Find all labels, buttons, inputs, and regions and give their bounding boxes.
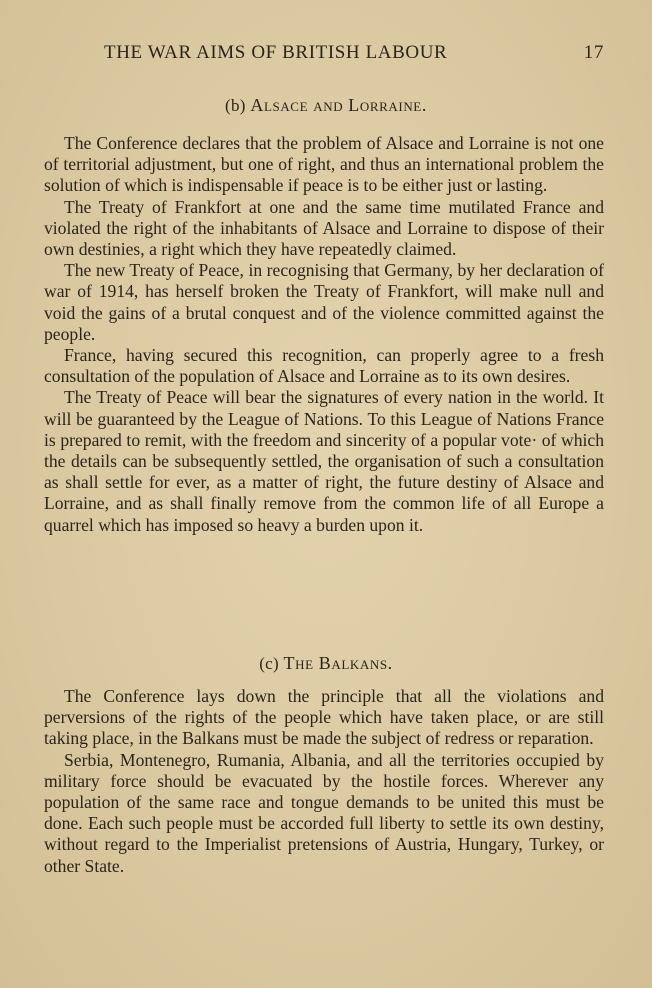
running-head	[104, 42, 604, 68]
paragraph: France, having secured this recognition, can properly agree to a fresh consultation of the population of Alsace and Lorraine as to its own desires.	[44, 345, 604, 387]
section-label: (c)	[259, 654, 279, 673]
paragraph: The Treaty of Peace will bear the signatures of every nation in the world. It will be guaranteed by the League of Nations. To this League of Nations France is prepared to remit, with the freedom and sincerity of a popular vote· of which the details can be subsequently settled, the organisation of such a consultation as shall settle for ever, as a matter of right, the future destiny of Alsace and Lorraine, and as shall finally remove from the common life of all Europe a quarrel which has imposed so heavy a burden upon it.	[44, 387, 604, 535]
section-body-balkans	[44, 686, 604, 877]
running-head-title: THE WAR AIMS OF BRITISH LABOUR	[104, 42, 448, 63]
section-body-alsace-lorraine	[44, 133, 604, 536]
paragraph: The new Treaty of Peace, in recognising that Germany, by her declaration of war of 1914, has herself broken the Treaty of Frankfort, will make null and void the gains of a brutal conquest and of the violence committed against the people.	[44, 260, 604, 344]
paragraph: The Conference lays down the principle that all the violations and perversions of the rights of the people which have taken place, or are still taking place, in the Balkans must be made the subject of redress or reparation.	[44, 686, 604, 749]
paragraph: Serbia, Montenegro, Rumania, Albania, and all the territories occupied by military force should be evacuated by the hostile forces. Wherever any population of the same race and tongue demands to be united this must be done. Each such people must be accorded full liberty to settle its own destiny, without regard to the Imperialist pretensions of Austria, Hungary, Turkey, or other State.	[44, 749, 604, 876]
page-number: 17	[583, 42, 604, 63]
section-heading-alsace-lorraine	[0, 95, 652, 116]
section-title: The Balkans.	[283, 653, 393, 673]
section-heading-balkans	[0, 653, 652, 674]
paragraph: The Treaty of Frankfort at one and the same time mutilated France and violated the right of the inhabitants of Alsace and Lorraine to dispose of their own destinies, a right which they have repeatedly claimed.	[44, 196, 604, 260]
section-label: (b)	[225, 96, 246, 115]
section-title: Alsace and Lorraine.	[250, 95, 427, 115]
paragraph: The Conference declares that the problem of Alsace and Lorraine is not one of territorial adjustment, but one of right, and thus an international problem the solution of which is indispensable if peace is to be either just or lasting.	[44, 133, 604, 196]
